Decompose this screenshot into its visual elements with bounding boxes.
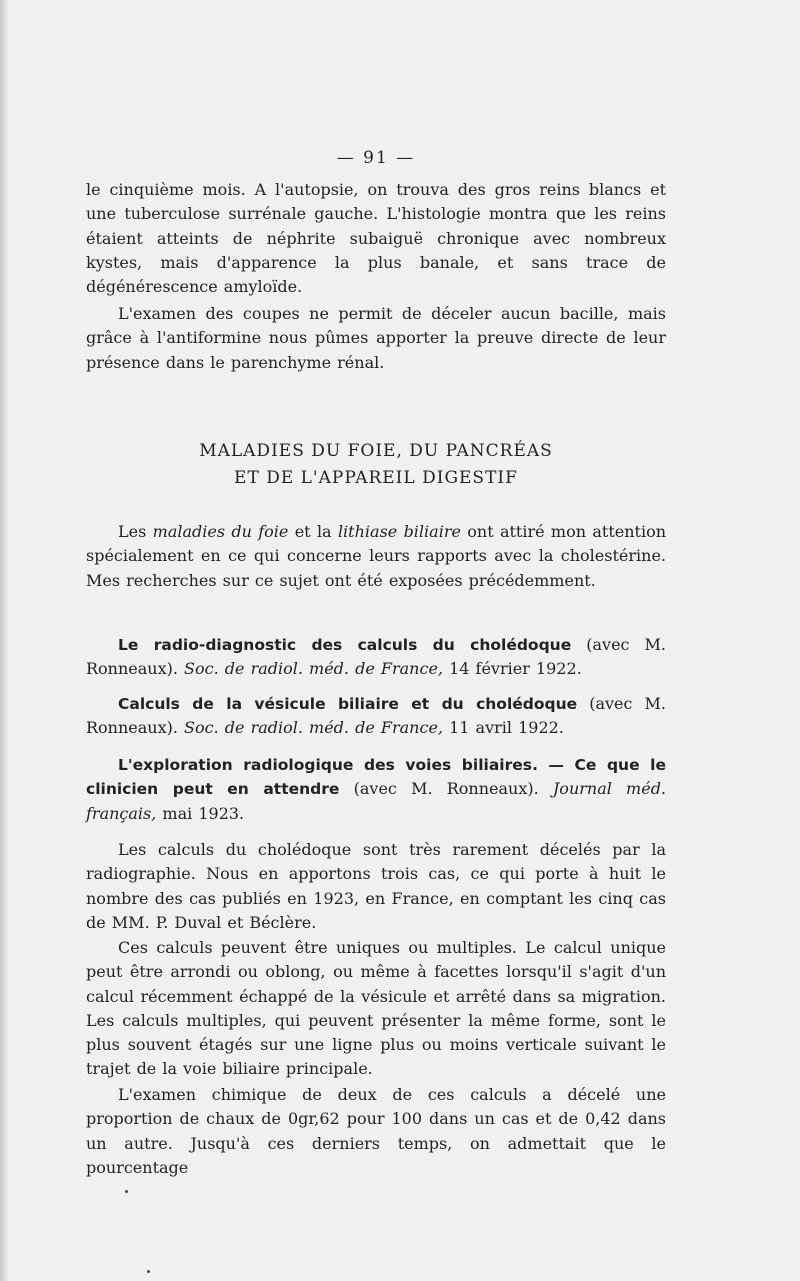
reference-entry	[86, 753, 666, 826]
intro-italic-foie: maladies du foie	[152, 522, 289, 541]
reference-authors: (avec M. Ronneaux).	[339, 779, 553, 799]
reference-entry	[86, 692, 666, 741]
intro-text-1: Les	[118, 522, 153, 541]
paragraph-intro	[86, 520, 666, 593]
reference-authors: (avec M. Ronneaux).	[86, 694, 667, 738]
section-heading-line-2: ET DE L'APPAREIL DIGESTIF	[234, 468, 518, 488]
intro-text-3: ont attiré mon attention spécialement en ce qui concerne leurs rapports avec la cholestérine. Mes recherches sur ce sujet ont été exposées précédemment.	[86, 522, 667, 590]
paper-speck	[147, 1270, 150, 1273]
paragraph-uniques: Ces calculs peuvent être uniques ou multiples. Le calcul unique peut être arrondi ou oblong, ou même à facettes lorsqu'il s'agit d'un calcul récemment échappé de la vésicule et arrêté dans sa migration. Les calculs multiples, qui peuvent présenter la même forme, sont le plus souvent étagés sur une ligne plus ou moins verticale suivant le trajet de la voie biliaire principale.	[86, 938, 666, 1079]
paper-speck	[125, 1190, 128, 1193]
reference-authors: (avec M. Ronneaux).	[86, 635, 667, 679]
reference-date: mai 1923.	[156, 803, 245, 823]
paragraph-calculs: Les calculs du cholédoque sont très rarement décelés par la radiographie. Nous en apportons trois cas, ce qui porte à huit le nombre des cas publiés en 1923, en France, en comptant les cinq cas de MM. P. Duval et Béclère.	[86, 840, 666, 932]
reference-date: 14 février 1922.	[443, 659, 582, 679]
page-edge-shadow	[0, 0, 8, 1281]
reference-title: Calculs de la vésicule biliaire et du cholédoque	[118, 695, 578, 713]
reference-date: 11 avril 1922.	[443, 718, 564, 738]
paragraph-continuation: le cinquième mois. A l'autopsie, on trouva des gros reins blancs et une tuberculose surrénale gauche. L'histologie montra que les reins étaient atteints de néphrite subaiguë chronique avec nombreux kystes, mais d'apparence la plus banale, et sans trace de dégénérescence amyloïde.	[86, 180, 666, 297]
section-heading-line-1: MALADIES DU FOIE, DU PANCRÉAS	[199, 441, 553, 461]
paragraph-examen: L'examen des coupes ne permit de déceler aucun bacille, mais grâce à l'antiformine nous pûmes apporter la preuve directe de leur présence dans le parenchyme rénal.	[86, 304, 666, 372]
reference-source: Soc. de radiol. méd. de France,	[184, 659, 443, 679]
paragraph-chimique: L'examen chimique de deux de ces calculs a décelé une proportion de chaux de 0gr,62 pour 100 dans un cas et de 0,42 dans un autre. Jusqu'à ces derniers temps, on admettait que le pourcentage	[86, 1085, 666, 1177]
reference-title: L'exploration radiologique des voies biliaires. — Ce que le clinicien peut en attendre	[86, 756, 666, 799]
reference-source: Journal méd. français,	[86, 779, 667, 823]
reference-entry	[86, 633, 666, 682]
section-heading	[86, 438, 666, 492]
intro-text-2: et la	[288, 522, 338, 541]
intro-italic-lithiase: lithiase biliaire	[337, 522, 461, 541]
reference-source: Soc. de radiol. méd. de France,	[184, 718, 443, 738]
page-number: — 91 —	[336, 148, 416, 168]
reference-title: Le radio-diagnostic des calculs du cholédoque	[118, 636, 572, 654]
